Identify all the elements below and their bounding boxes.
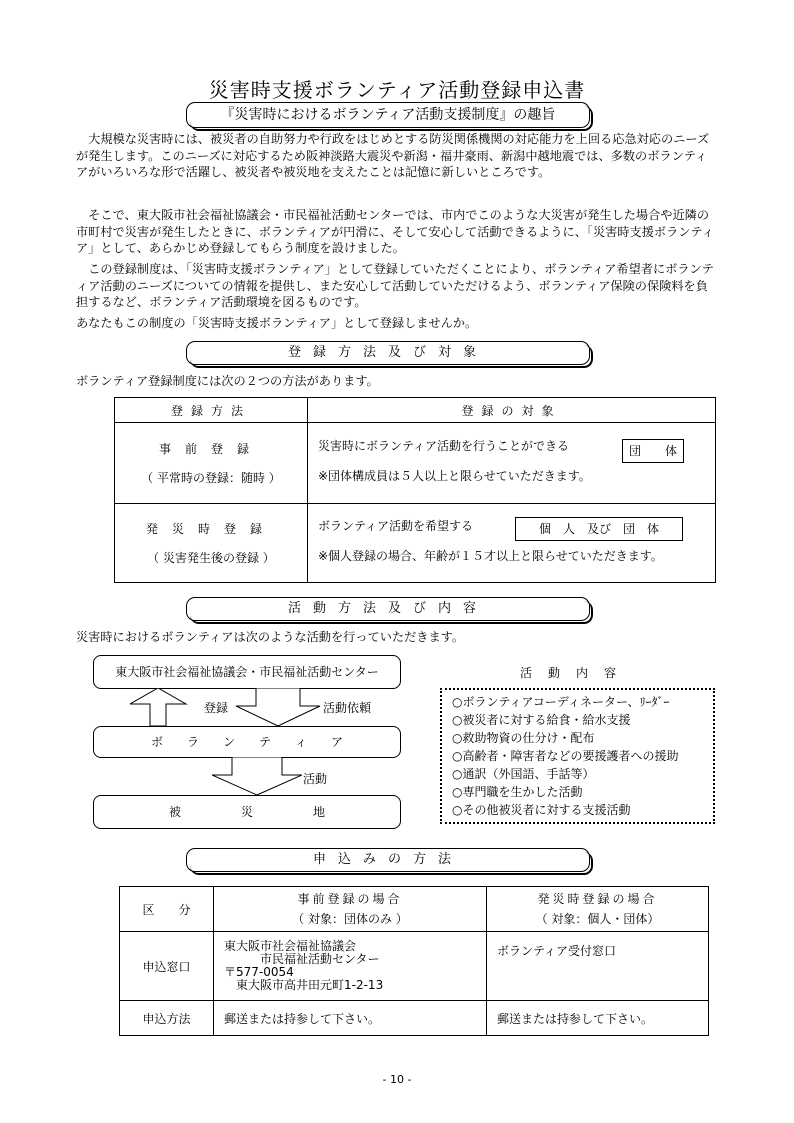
- request-arrow-icon: [236, 688, 320, 726]
- intro-paragraph-2: そこで、東大阪市社会福祉協議会・市民福祉活動センターでは、市内でこのような大災害が発生した場合や近隣の市町村で災害が発生したときに、ボランティアが円滑に、そして安心して活動できるように、「災害時支援ボランティア」として、あらかじめ登録してもらう制度を設けました。: [76, 208, 714, 255]
- flow-center-box: 東大阪市社会福祉協議会・市民福祉活動センター: [93, 655, 401, 689]
- activity-arrow-icon: [212, 757, 302, 795]
- window-pre-line: 東大阪市社会福祉協議会: [224, 939, 357, 953]
- flow-disaster-area-box: 被 災 地: [93, 795, 401, 829]
- activity-item: ○高齢者・障害者などの要援護者への援助: [452, 749, 679, 763]
- page-number: - 10 -: [382, 1073, 412, 1086]
- col-kubun: 区 分: [120, 887, 214, 932]
- flow-request-label: 活動依頼: [323, 701, 372, 715]
- window-pre-line: 〒577-0054: [224, 965, 294, 979]
- activity-item: ○通訳（外国語、手話等）: [452, 767, 595, 781]
- method-post-value: 郵送または持参して下さい。: [487, 1001, 709, 1036]
- intro-paragraph-1: 大規模な災害時には、被災者の自助努力や行政をはじめとする防災関係機関の対応能力を上回る応急対応のニーズが発生します。このニーズに対応するため阪神淡路大震災や新潟・福井豪雨、新潟中越地震では、多数のボランティアがいろいろな形で活躍し、被災者や被災地を支えたことは記憶に新しいところです。: [76, 132, 710, 179]
- activity-intro: 災害時におけるボランティアは次のような活動を行っていただきます。: [76, 630, 465, 644]
- method-pre-value: 郵送または持参して下さい。: [214, 1001, 487, 1036]
- header-target: 登録の対象: [308, 398, 716, 423]
- register-arrow-icon: [130, 688, 186, 726]
- flow-register-label: 登録: [204, 701, 229, 715]
- window-pre-line: 東大阪市高井田元町1-2-13: [224, 978, 384, 992]
- target-post: [308, 504, 716, 583]
- method-pre-label: 事前登録: [158, 442, 263, 456]
- row-window: 申込窓口: [120, 932, 214, 1001]
- method-banner: 登録方法及び対象: [186, 341, 590, 365]
- flow-volunteer-box: ボ ラ ン テ ィ ア: [93, 726, 401, 758]
- flow-arrows-top: [130, 688, 330, 726]
- activity-item: ○ボランティアコーディネーター、ﾘｰﾀﾞｰ: [452, 695, 670, 709]
- header-method: 登録方法: [115, 398, 308, 423]
- col-post: [487, 887, 709, 932]
- activity-list-box: [440, 688, 715, 824]
- activity-banner: 活動方法及び内容: [186, 597, 590, 621]
- activity-item: ○救助物資の仕分け・配布: [452, 731, 595, 745]
- apply-table: [119, 886, 709, 1036]
- row-method: 申込方法: [120, 1001, 214, 1036]
- flow-arrow-bottom: [212, 757, 302, 795]
- method-post-sub: （ 災害発生後の登録 ）: [147, 551, 275, 565]
- method-pre: [115, 423, 308, 504]
- activity-item: ○専門職を生かした活動: [452, 785, 583, 799]
- apply-banner: 申込みの方法: [186, 848, 590, 872]
- col-pre: [214, 887, 487, 932]
- method-post-label: 発災時登録: [145, 522, 276, 536]
- col-post-label: 発災時登録の場合: [537, 892, 658, 906]
- window-pre: [214, 932, 487, 1001]
- method-pre-sub: （ 平常時の登録：随時 ）: [141, 471, 281, 485]
- target-pre: [308, 423, 716, 504]
- target-pre-line2: ※団体構成員は５人以上と限らせていただきます。: [318, 469, 591, 483]
- method-table: [114, 397, 716, 583]
- col-pre-sub: （ 対象：団体のみ ）: [292, 912, 408, 926]
- flow-activity-label: 活動: [303, 772, 328, 786]
- col-post-sub: （ 対象：個人・団体）: [535, 912, 660, 926]
- activity-box-heading: 活 動 内 容: [520, 666, 619, 680]
- target-post-line1: ボランティア活動を希望する: [318, 519, 474, 533]
- col-pre-label: 事前登録の場合: [297, 892, 403, 906]
- activity-item: ○その他被災者に対する支援活動: [452, 803, 631, 817]
- window-pre-line: 市民福祉活動センター: [224, 952, 380, 966]
- target-post-box: 個 人 及び 団 体: [515, 517, 683, 541]
- intro-paragraph-3: この登録制度は、「災害時支援ボランティア」として登録していただくことにより、ボランティア希望者にボランティア活動のニーズについての情報を提供し、また安心して活動していただけるよう、ボランティア保険の保険料を負担するなど、ボランティア活動環境を図るものです。: [76, 262, 714, 309]
- intro-paragraph-4: あなたもこの制度の「災害時支援ボランティア」として登録しませんか。: [76, 316, 478, 330]
- activity-item: ○被災者に対する給食・給水支援: [452, 713, 631, 727]
- method-intro: ボランティア登録制度には次の２つの方法があります。: [76, 374, 379, 388]
- intro-banner: 『災害時におけるボランティア活動支援制度』の趣旨: [186, 102, 590, 128]
- window-post: ボランティア受付窓口: [487, 932, 709, 1001]
- method-post: [115, 504, 308, 583]
- target-pre-box: 団 体: [622, 439, 684, 463]
- target-pre-line1: 災害時にボランティア活動を行うことができる: [318, 439, 570, 453]
- target-post-line2: ※個人登録の場合、年齢が１５才以上と限らせていただきます。: [318, 549, 663, 563]
- page-title: 災害時支援ボランティア活動登録申込書: [208, 78, 586, 102]
